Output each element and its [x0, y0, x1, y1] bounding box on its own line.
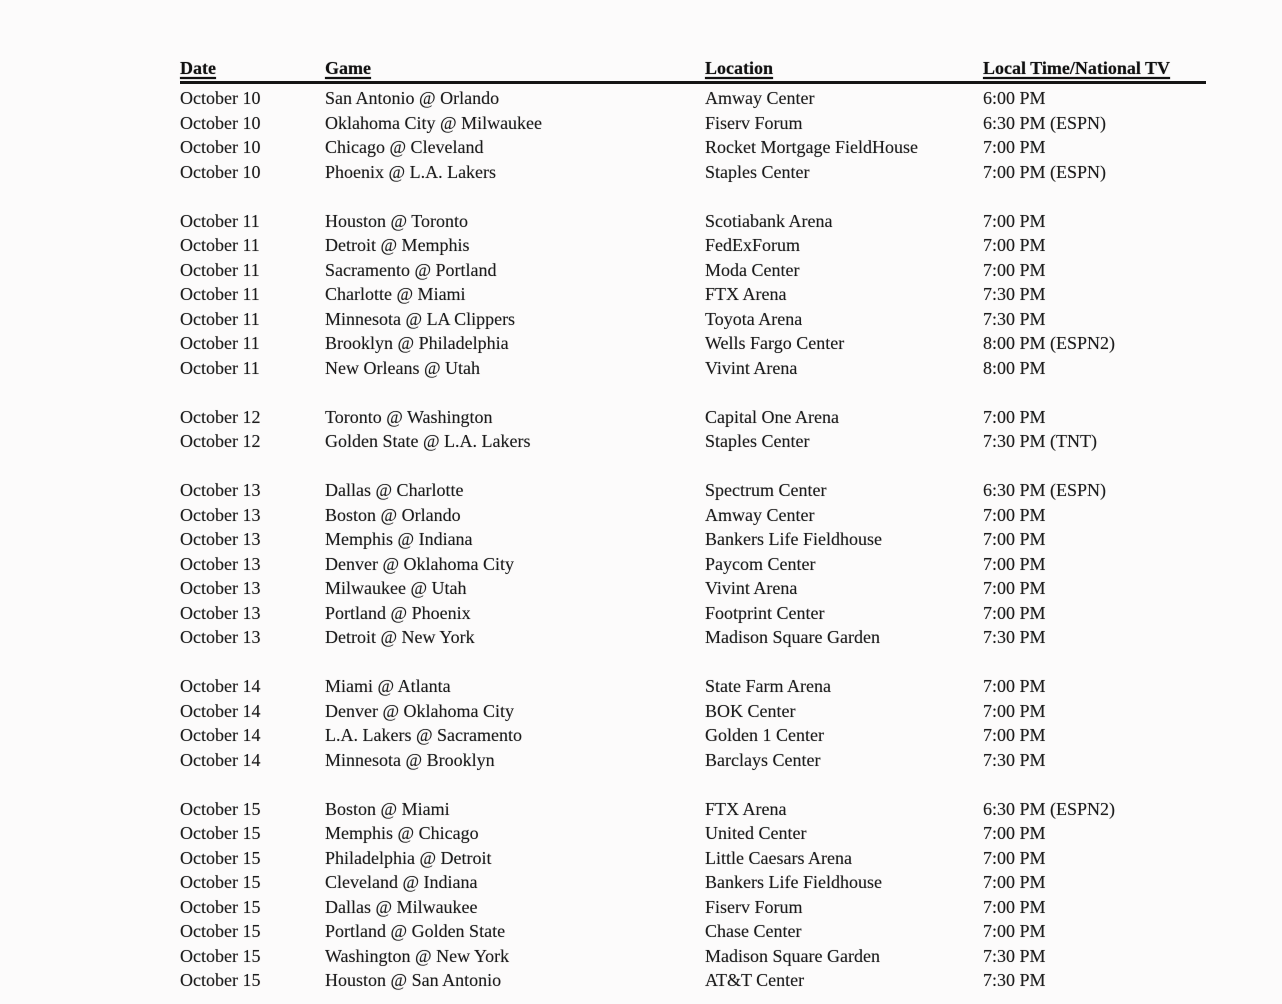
cell-game: Sacramento @ Portland — [325, 259, 497, 280]
cell-location: Chase Center — [705, 921, 802, 941]
cell-date: October 11 — [180, 235, 260, 255]
cell-time: 7:00 PM — [983, 725, 1046, 745]
cell-time: 7:00 PM — [983, 210, 1046, 231]
cell-game: Oklahoma City @ Milwaukee — [325, 112, 543, 133]
cell-location: Barclays Center — [705, 749, 821, 770]
cell-time: 7:00 PM — [983, 578, 1046, 598]
cell-time: 7:30 PM — [983, 749, 1046, 770]
cell-location: Bankers Life Fieldhouse — [705, 872, 882, 892]
cell-game: Boston @ Orlando — [325, 504, 461, 525]
cell-time: 7:30 PM — [983, 308, 1046, 329]
cell-date: October 11 — [180, 284, 260, 304]
table-row — [180, 674, 1206, 699]
cell-date: October 13 — [180, 480, 261, 500]
cell-game: Chicago @ Cleveland — [325, 137, 484, 157]
table-row — [180, 576, 1206, 601]
cell-time: 7:00 PM — [983, 259, 1046, 280]
cell-game: L.A. Lakers @ Sacramento — [325, 725, 523, 745]
cell-time: 7:00 PM — [983, 676, 1046, 696]
table-body — [180, 86, 1206, 993]
cell-date: October 13 — [180, 627, 261, 647]
cell-game: Philadelphia @ Detroit — [325, 847, 492, 868]
cell-location: FTX Arena — [705, 284, 787, 304]
cell-time: 7:00 PM (ESPN) — [983, 161, 1107, 182]
cell-time: 7:00 PM — [983, 896, 1046, 917]
cell-time: 7:00 PM — [983, 553, 1046, 574]
column-header-local-time-national-tv: Local Time/National TV — [983, 58, 1171, 78]
table-header-row — [180, 57, 1206, 84]
table-row — [180, 429, 1206, 454]
cell-date: October 11 — [180, 210, 260, 231]
schedule-day-group — [180, 478, 1206, 650]
table-row — [180, 723, 1206, 748]
cell-date: October 11 — [180, 357, 260, 378]
cell-date: October 15 — [180, 921, 261, 941]
cell-date: October 10 — [180, 161, 261, 182]
cell-date: October 10 — [180, 137, 261, 157]
cell-time: 7:30 PM — [983, 970, 1046, 990]
cell-game: Toronto @ Washington — [325, 406, 493, 427]
cell-location: Bankers Life Fieldhouse — [705, 529, 882, 549]
schedule-day-group — [180, 674, 1206, 772]
table-row — [180, 870, 1206, 895]
cell-game: Boston @ Miami — [325, 798, 450, 819]
table-row — [180, 478, 1206, 503]
cell-date: October 15 — [180, 945, 261, 966]
cell-location: State Farm Arena — [705, 676, 831, 696]
cell-location: Footprint Center — [705, 602, 825, 623]
cell-date: October 14 — [180, 676, 261, 696]
cell-time: 8:00 PM — [983, 357, 1046, 378]
cell-game: Miami @ Atlanta — [325, 676, 451, 696]
cell-date: October 15 — [180, 798, 261, 819]
table-row — [180, 846, 1206, 871]
cell-game: Minnesota @ LA Clippers — [325, 308, 516, 329]
cell-game: Minnesota @ Brooklyn — [325, 749, 495, 770]
cell-time: 6:00 PM — [983, 88, 1046, 108]
cell-game: Phoenix @ L.A. Lakers — [325, 161, 497, 182]
table-row — [180, 748, 1206, 773]
cell-location: Vivint Arena — [705, 578, 798, 598]
table-row — [180, 258, 1206, 283]
schedule-day-group — [180, 405, 1206, 454]
table-row — [180, 552, 1206, 577]
cell-game: Detroit @ New York — [325, 627, 475, 647]
cell-time: 7:30 PM — [983, 627, 1046, 647]
cell-location: Madison Square Garden — [705, 945, 880, 966]
table-row — [180, 601, 1206, 626]
cell-location: BOK Center — [705, 700, 796, 721]
cell-date: October 15 — [180, 823, 261, 843]
table-row — [180, 944, 1206, 969]
cell-date: October 10 — [180, 112, 261, 133]
cell-location: Wells Fargo Center — [705, 333, 845, 353]
cell-game: Denver @ Oklahoma City — [325, 700, 515, 721]
column-header-location: Location — [705, 58, 774, 78]
cell-date: October 14 — [180, 725, 261, 745]
cell-location: Madison Square Garden — [705, 627, 880, 647]
cell-location: FTX Arena — [705, 798, 787, 819]
table-row — [180, 233, 1206, 258]
cell-date: October 15 — [180, 847, 261, 868]
cell-game: New Orleans @ Utah — [325, 357, 481, 378]
cell-game: Cleveland @ Indiana — [325, 872, 478, 892]
cell-time: 7:00 PM — [983, 921, 1046, 941]
cell-location: Scotiabank Arena — [705, 210, 833, 231]
cell-time: 7:30 PM — [983, 945, 1046, 966]
cell-date: October 15 — [180, 970, 261, 990]
cell-date: October 11 — [180, 259, 260, 280]
cell-game: Washington @ New York — [325, 945, 510, 966]
cell-time: 6:30 PM (ESPN) — [983, 112, 1107, 133]
schedule-day-group — [180, 797, 1206, 993]
cell-time: 7:00 PM — [983, 137, 1046, 157]
cell-time: 8:00 PM (ESPN2) — [983, 333, 1116, 353]
cell-game: Memphis @ Indiana — [325, 529, 473, 549]
cell-date: October 13 — [180, 578, 261, 598]
table-row — [180, 111, 1206, 136]
column-header-game: Game — [325, 58, 371, 78]
table-row — [180, 503, 1206, 528]
cell-time: 7:00 PM — [983, 406, 1046, 427]
cell-date: October 13 — [180, 529, 261, 549]
cell-game: Houston @ San Antonio — [325, 970, 502, 990]
table-row — [180, 405, 1206, 430]
cell-time: 7:00 PM — [983, 847, 1046, 868]
cell-date: October 11 — [180, 333, 260, 353]
cell-game: Charlotte @ Miami — [325, 284, 466, 304]
cell-location: Amway Center — [705, 88, 815, 108]
cell-time: 6:30 PM (ESPN2) — [983, 798, 1116, 819]
cell-location: Staples Center — [705, 161, 810, 182]
cell-location: Fiserv Forum — [705, 896, 803, 917]
cell-date: October 15 — [180, 872, 261, 892]
cell-date: October 13 — [180, 602, 261, 623]
cell-date: October 14 — [180, 700, 261, 721]
cell-date: October 10 — [180, 88, 261, 108]
cell-time: 7:00 PM — [983, 504, 1046, 525]
cell-time: 7:00 PM — [983, 602, 1046, 623]
cell-date: October 11 — [180, 308, 260, 329]
cell-date: October 15 — [180, 896, 261, 917]
cell-location: Fiserv Forum — [705, 112, 803, 133]
table-row — [180, 160, 1206, 185]
schedule-day-group — [180, 209, 1206, 381]
cell-date: October 13 — [180, 553, 261, 574]
cell-time: 7:30 PM (TNT) — [983, 431, 1097, 451]
schedule-table — [180, 57, 1206, 993]
table-row — [180, 699, 1206, 724]
cell-game: Houston @ Toronto — [325, 210, 468, 231]
cell-time: 7:00 PM — [983, 529, 1046, 549]
table-row — [180, 625, 1206, 650]
cell-time: 6:30 PM (ESPN) — [983, 480, 1107, 500]
table-row — [180, 307, 1206, 332]
cell-game: Golden State @ L.A. Lakers — [325, 431, 531, 451]
table-row — [180, 821, 1206, 846]
cell-location: Spectrum Center — [705, 480, 827, 500]
cell-location: Moda Center — [705, 259, 800, 280]
cell-game: San Antonio @ Orlando — [325, 88, 500, 108]
cell-location: FedExForum — [705, 235, 801, 255]
cell-location: Staples Center — [705, 431, 810, 451]
cell-location: Vivint Arena — [705, 357, 798, 378]
cell-game: Dallas @ Charlotte — [325, 480, 464, 500]
cell-game: Denver @ Oklahoma City — [325, 553, 515, 574]
table-row — [180, 135, 1206, 160]
table-row — [180, 797, 1206, 822]
cell-game: Portland @ Phoenix — [325, 602, 471, 623]
table-row — [180, 209, 1206, 234]
cell-time: 7:00 PM — [983, 235, 1046, 255]
cell-date: October 12 — [180, 406, 261, 427]
cell-game: Portland @ Golden State — [325, 921, 506, 941]
cell-game: Brooklyn @ Philadelphia — [325, 333, 509, 353]
cell-location: Amway Center — [705, 504, 815, 525]
cell-game: Memphis @ Chicago — [325, 823, 479, 843]
table-row — [180, 356, 1206, 381]
cell-location: Paycom Center — [705, 553, 816, 574]
table-row — [180, 527, 1206, 552]
table-row — [180, 331, 1206, 356]
cell-game: Milwaukee @ Utah — [325, 578, 467, 598]
table-row — [180, 282, 1206, 307]
table-row — [180, 968, 1206, 993]
column-header-date: Date — [180, 58, 216, 78]
cell-location: Golden 1 Center — [705, 725, 824, 745]
cell-date: October 13 — [180, 504, 261, 525]
table-row — [180, 86, 1206, 111]
cell-time: 7:00 PM — [983, 872, 1046, 892]
cell-location: AT&T Center — [705, 970, 805, 990]
cell-game: Detroit @ Memphis — [325, 235, 470, 255]
cell-game: Dallas @ Milwaukee — [325, 896, 478, 917]
cell-time: 7:30 PM — [983, 284, 1046, 304]
table-row — [180, 895, 1206, 920]
cell-location: Toyota Arena — [705, 308, 803, 329]
cell-date: October 14 — [180, 749, 261, 770]
cell-time: 7:00 PM — [983, 700, 1046, 721]
cell-date: October 12 — [180, 431, 261, 451]
schedule-day-group — [180, 86, 1206, 184]
cell-location: United Center — [705, 823, 807, 843]
cell-time: 7:00 PM — [983, 823, 1046, 843]
cell-location: Little Caesars Arena — [705, 847, 852, 868]
cell-location: Capital One Arena — [705, 406, 839, 427]
table-row — [180, 919, 1206, 944]
cell-location: Rocket Mortgage FieldHouse — [705, 137, 918, 157]
